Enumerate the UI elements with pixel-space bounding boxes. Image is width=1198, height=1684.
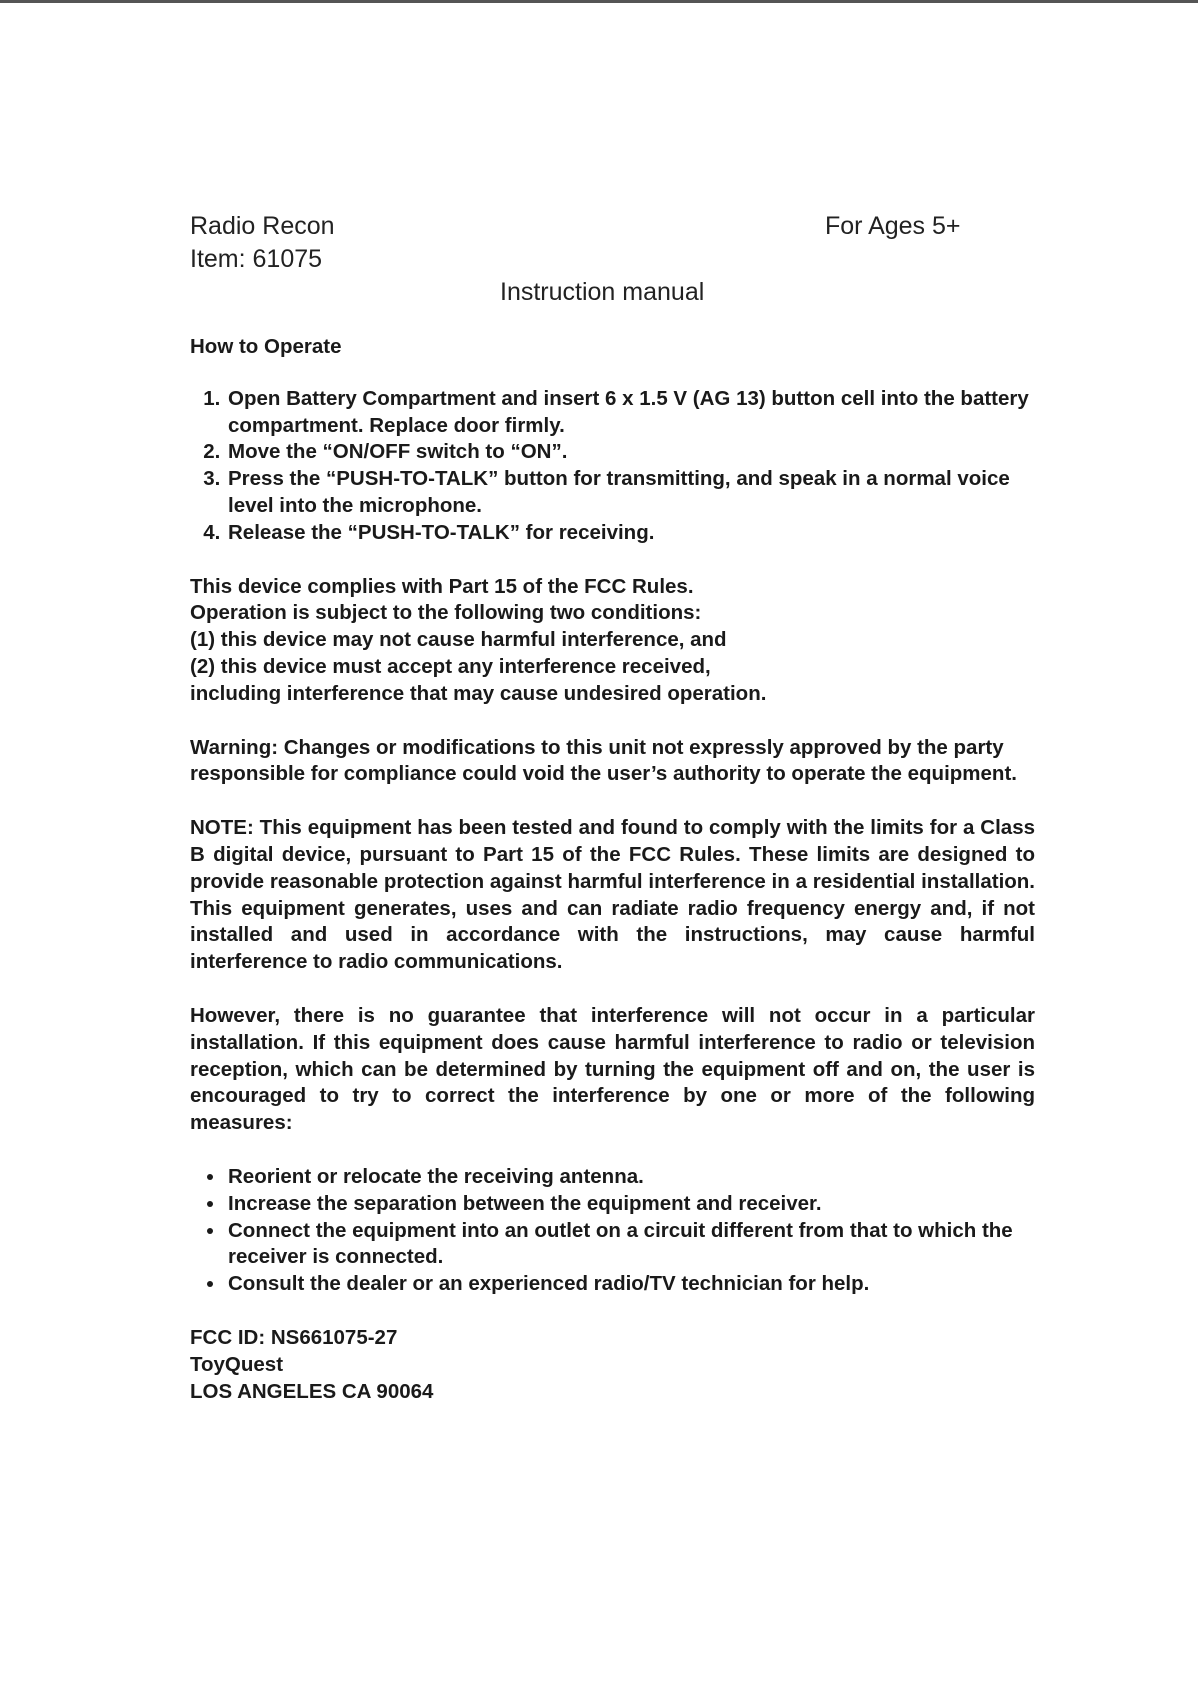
measure-item: • Connect the equipment into an outlet on a circuit different from that to which the receiver is connected. [226, 1218, 1035, 1272]
company-city: LOS ANGELES CA 90064 [190, 1379, 434, 1403]
warning-paragraph: Warning: Changes or modifications to this unit not expressly approved by the party responsible for compliance could void the user’s authority to operate the equipment. [190, 735, 1017, 786]
compliance-line: This device complies with Part 15 of the FCC Rules. [190, 574, 694, 598]
step-item: 1. Open Battery Compartment and insert 6 x 1.5 V (AG 13) button cell into the battery compartment. Replace door firmly. [226, 386, 1035, 440]
measure-item: • Increase the separation between the equipment and receiver. [226, 1191, 1035, 1218]
company-name: ToyQuest [190, 1352, 284, 1376]
scan-top-edge [0, 0, 1198, 3]
however-paragraph: However, there is no guarantee that interference will not occur in a particular installation. If this equipment does cause harmful interference to radio or television reception, which can be determined by turning the equipment off and on, the user is encouraged to try to correct the interference by one or more of the following measures: [190, 1003, 1035, 1135]
compliance-line: (2) this device must accept any interference received, [190, 654, 711, 678]
compliance-line: (1) this device may not cause harmful interference, and [190, 628, 727, 652]
measure-item: • Reorient or relocate the receiving antenna. [226, 1164, 1035, 1191]
document-title: Instruction manual [500, 278, 705, 306]
fcc-compliance-statement [190, 574, 1035, 708]
product-name: Radio Recon [190, 212, 335, 240]
document-body [190, 334, 1035, 1405]
note-paragraph: NOTE: This equipment has been tested and found to comply with the limits for a Class B digital device, pursuant to Part 15 of the FCC Rules. These limits are designed to provide reasonable protection against harmful interference in a residential installation. This equipment generates, uses and can radiate radio frequency energy and, if not installed and used in accordance with the instructions, may cause harmful interference to radio communications. [190, 816, 1035, 974]
operate-heading: How to Operate [190, 335, 342, 358]
step-item: 2. Move the “ON/OFF switch to “ON”. [226, 439, 1035, 466]
step-item: 4. Release the “PUSH-TO-TALK” for receiving. [226, 520, 1035, 547]
measures-list [190, 1164, 1035, 1298]
footer-address [190, 1325, 1035, 1405]
step-item: 3. Press the “PUSH-TO-TALK” button for transmitting, and speak in a normal voice level into the microphone. [226, 466, 1035, 520]
measure-item: • Consult the dealer or an experienced radio/TV technician for help. [226, 1271, 1035, 1298]
item-number: Item: 61075 [190, 245, 323, 273]
operate-steps [190, 386, 1035, 547]
fcc-id: FCC ID: NS661075-27 [190, 1325, 398, 1349]
compliance-line: Operation is subject to the following two conditions: [190, 601, 702, 625]
product-header [190, 210, 335, 276]
compliance-line: including interference that may cause undesired operation. [190, 681, 767, 705]
age-rating: For Ages 5+ [825, 212, 961, 240]
